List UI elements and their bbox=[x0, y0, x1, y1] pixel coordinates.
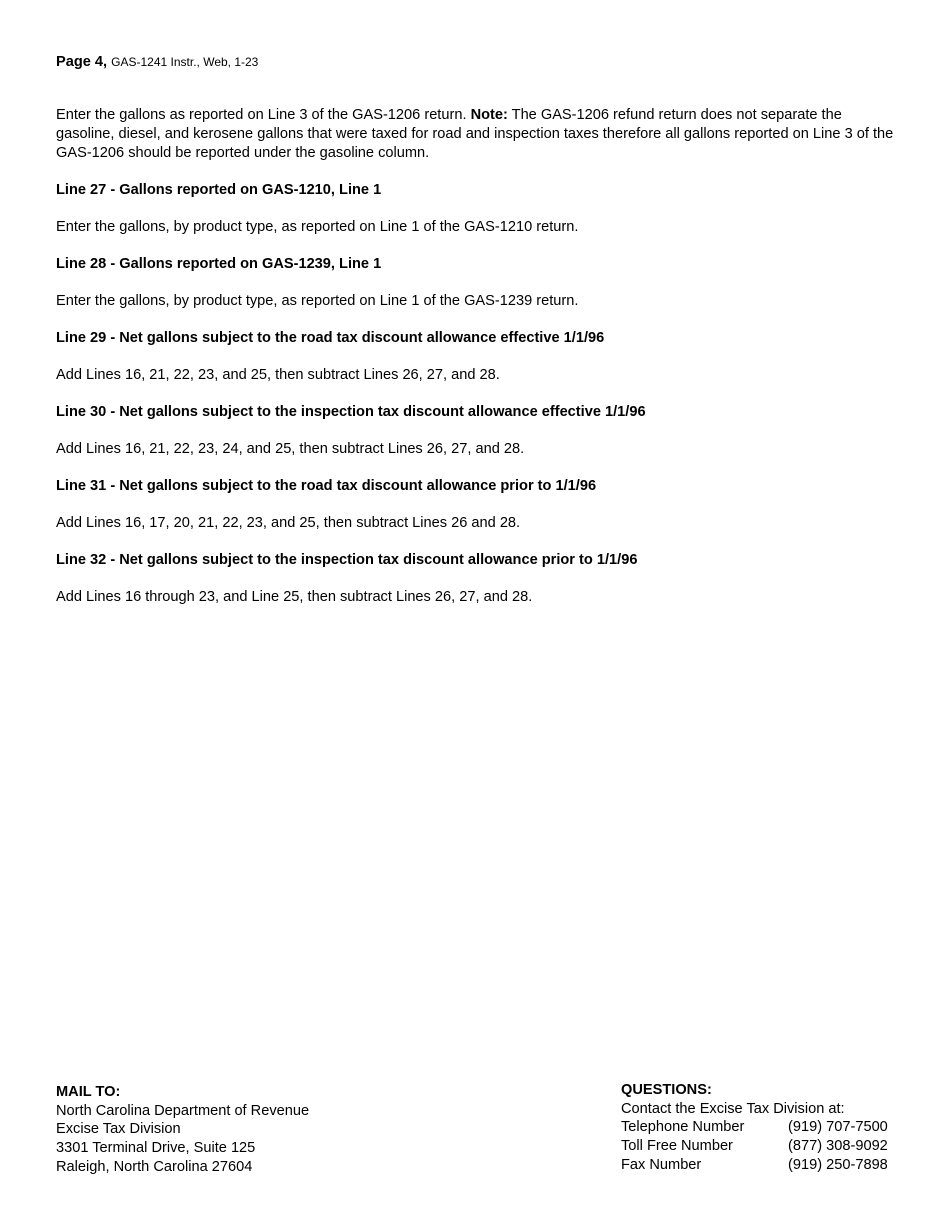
line-28-body: Enter the gallons, by product type, as reported on Line 1 of the GAS-1239 return. bbox=[56, 293, 579, 309]
contact-name: Toll Free Number bbox=[621, 1138, 733, 1155]
page-header bbox=[56, 53, 258, 72]
instructions-content bbox=[56, 106, 896, 625]
intro-paragraph bbox=[56, 106, 896, 163]
line-30-heading: Line 30 - Net gallons subject to the inspection tax discount allowance effective 1/1/96 bbox=[56, 404, 646, 420]
mail-to-block bbox=[56, 1083, 456, 1177]
contact-row-telephone bbox=[621, 1118, 911, 1137]
line-32-heading: Line 32 - Net gallons subject to the inspection tax discount allowance prior to 1/1/96 bbox=[56, 552, 638, 568]
contact-number: (919) 707-7500 bbox=[788, 1119, 888, 1136]
intro-text-before-note: Enter the gallons as reported on Line 3 of the GAS-1206 return. bbox=[56, 107, 471, 123]
line-32-body: Add Lines 16 through 23, and Line 25, then subtract Lines 26, 27, and 28. bbox=[56, 589, 533, 605]
note-label: Note: bbox=[470, 107, 508, 123]
page-number: Page 4, bbox=[56, 54, 108, 70]
line-27-body: Enter the gallons, by product type, as reported on Line 1 of the GAS-1210 return. bbox=[56, 219, 579, 235]
line-30-body: Add Lines 16, 21, 22, 23, 24, and 25, then subtract Lines 26, 27, and 28. bbox=[56, 441, 525, 457]
contact-number: (877) 308-9092 bbox=[788, 1138, 888, 1155]
line-27-heading: Line 27 - Gallons reported on GAS-1210, Line 1 bbox=[56, 182, 382, 198]
mail-address-line: North Carolina Department of Revenue bbox=[56, 1102, 310, 1119]
contact-row-toll-free bbox=[621, 1137, 911, 1156]
questions-intro: Contact the Excise Tax Division at: bbox=[621, 1100, 845, 1117]
line-31-body: Add Lines 16, 17, 20, 21, 22, 23, and 25, then subtract Lines 26 and 28. bbox=[56, 515, 521, 531]
line-28-heading: Line 28 - Gallons reported on GAS-1239, Line 1 bbox=[56, 256, 382, 272]
mail-address-line: Excise Tax Division bbox=[56, 1121, 181, 1138]
intro-text-after-note: The GAS-1206 refund return does not separate the gasoline, diesel, and kerosene gallons that were taxed for road and inspection taxes therefore all gallons reported on Line 3 of the GAS-1206 should be reported under the gasoline column. bbox=[56, 107, 894, 161]
contact-name: Fax Number bbox=[621, 1156, 702, 1173]
questions-label: QUESTIONS: bbox=[621, 1082, 712, 1098]
line-29-body: Add Lines 16, 21, 22, 23, and 25, then subtract Lines 26, 27, and 28. bbox=[56, 367, 500, 383]
line-29-heading: Line 29 - Net gallons subject to the road tax discount allowance effective 1/1/96 bbox=[56, 330, 605, 346]
contact-number: (919) 250-7898 bbox=[788, 1156, 888, 1173]
mail-address-line: 3301 Terminal Drive, Suite 125 bbox=[56, 1140, 256, 1157]
mail-address-line: Raleigh, North Carolina 27604 bbox=[56, 1158, 253, 1175]
line-31-heading: Line 31 - Net gallons subject to the road tax discount allowance prior to 1/1/96 bbox=[56, 478, 597, 494]
mail-to-label: MAIL TO: bbox=[56, 1084, 121, 1100]
contact-row-fax bbox=[621, 1156, 911, 1175]
questions-block bbox=[621, 1081, 911, 1175]
contact-name: Telephone Number bbox=[621, 1119, 745, 1136]
form-identifier: GAS-1241 Instr., Web, 1-23 bbox=[111, 55, 259, 69]
